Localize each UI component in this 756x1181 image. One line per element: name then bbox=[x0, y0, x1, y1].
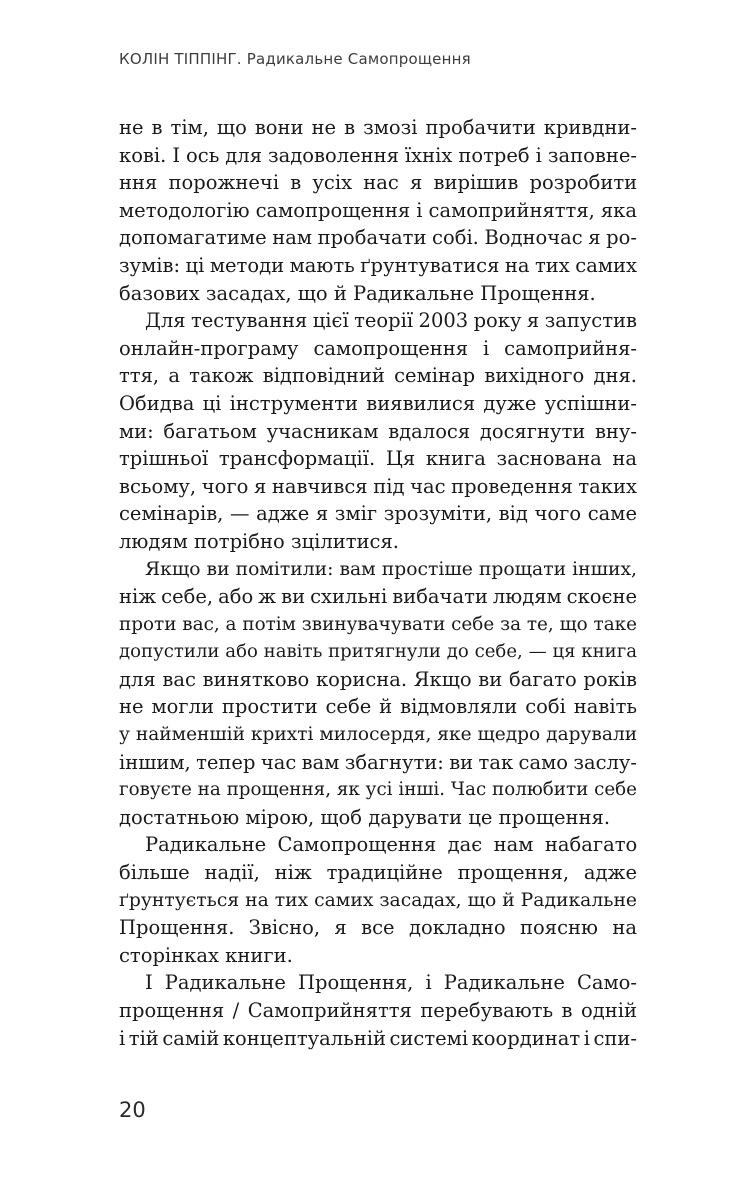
text-line: Прощення. Звісно, я все докладно поясню на bbox=[119, 916, 637, 940]
paragraph-1 bbox=[119, 114, 637, 307]
running-header: КОЛІН ТІППІНГ. Радикальне Самопрощення bbox=[119, 50, 471, 68]
text-line: семінарів, — адже я зміг зрозуміти, від чого саме bbox=[119, 502, 637, 526]
text-line: ґрунтується на тих самих засадах, що й Радикальне bbox=[119, 889, 638, 911]
paragraph-4 bbox=[119, 831, 637, 969]
text-line: допомагатиме нам пробачати собі. Водночас я ро- bbox=[119, 226, 637, 250]
text-line: ніж себе, або ж ви схильні вибачати людям скоєне bbox=[119, 585, 637, 609]
text-line: методологію самопрощення і самоприйняття, яка bbox=[119, 198, 637, 222]
text-line: для вас винятково корисна. Якщо ви багато років bbox=[119, 667, 637, 691]
text-line: іншим, тепер час вам збагнути: ви так само заслу- bbox=[119, 750, 637, 774]
body-text bbox=[119, 114, 637, 1052]
text-line: достатньою мірою, щоб дарувати це прощення. bbox=[119, 805, 611, 829]
text-line: І Радикальне Прощення, і Радикальне Само- bbox=[145, 971, 637, 995]
text-line: у найменшій крихті милосердя, яке щедро дарували bbox=[119, 724, 638, 746]
text-line: онлайн-програму самопрощення і самоприйня- bbox=[119, 336, 637, 360]
text-line: сторінках книги. bbox=[119, 943, 293, 967]
paragraph-3 bbox=[119, 556, 637, 832]
text-line: базових засадах, що й Радикальне Прощення. bbox=[119, 281, 596, 305]
text-line: трішньої трансформації. Ця книга заснована на bbox=[119, 447, 637, 471]
text-line: говуєте на прощення, як усі інші. Час полюбити себе bbox=[119, 779, 637, 801]
text-line: зумів: ці методи мають ґрунтуватися на тих самих bbox=[119, 253, 637, 277]
text-line: більше надії, ніж традиційне прощення, адже bbox=[119, 861, 637, 885]
text-line: не могли простити себе й відмовляли собі навіть bbox=[119, 695, 637, 719]
text-line: Обидва ці інструменти виявилися дуже успішни- bbox=[119, 391, 637, 415]
text-line: і тій самій концептуальній системі координат і спи- bbox=[119, 1026, 637, 1050]
text-line: ття, а також відповідний семінар вихідного дня. bbox=[119, 364, 637, 388]
page-number: 20 bbox=[119, 1098, 146, 1122]
text-line: проти вас, а потім звинувачувати себе за те, що таке bbox=[119, 613, 637, 635]
text-line: допустили або навіть притягнули до себе, — ця книга bbox=[119, 641, 637, 663]
text-line: ми: багатьом учасникам вдалося досягнути вну- bbox=[119, 419, 637, 443]
text-line: людям потрібно зцілитися. bbox=[119, 529, 399, 553]
text-line: прощення / Самоприйняття перебувають в одній bbox=[119, 999, 637, 1022]
paragraph-2 bbox=[119, 307, 637, 555]
text-line: кові. І ось для задоволення їхніх потреб і заповне- bbox=[119, 143, 637, 167]
text-line: Радикальне Самопрощення дає нам набагато bbox=[145, 833, 638, 857]
text-line: Якщо ви помітили: вам простіше прощати інших, bbox=[145, 558, 637, 580]
text-line: ння порожнечі в усіх нас я вирішив розробити bbox=[119, 171, 638, 195]
text-line: всьому, чого я навчився під час проведення таких bbox=[119, 474, 637, 498]
text-line: Для тестування цієї теорії 2003 року я запустив bbox=[145, 309, 637, 333]
text-line: не в тім, що вони не в змозі пробачити кривдни- bbox=[119, 116, 637, 139]
paragraph-5 bbox=[119, 969, 637, 1052]
